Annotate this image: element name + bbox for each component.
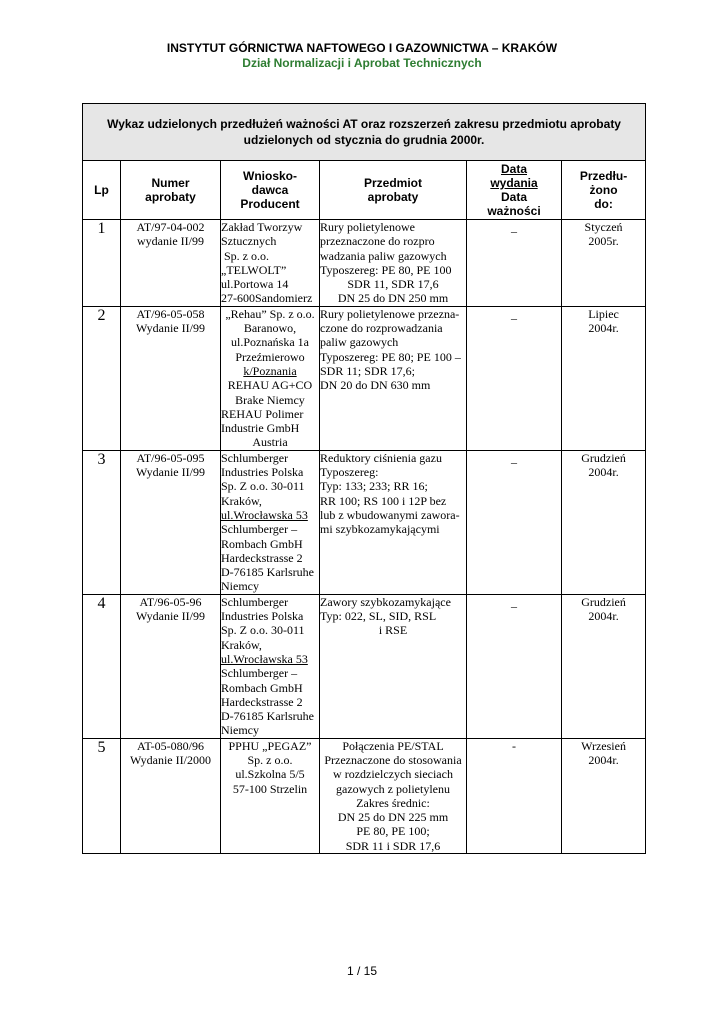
row-data: _ (467, 306, 562, 450)
header-przedluzono: Przedłu- żono do: (562, 161, 646, 220)
approvals-table (82, 103, 646, 854)
page-number: 1 / 15 (346, 964, 378, 978)
row-przedmiot: Zawory szybkozamykające Typ: 022, SL, SID, RSL i RSE (320, 594, 467, 738)
row-przedluzono: Lipiec 2004r. (562, 306, 646, 450)
row-numer: AT/97-04-002 wydanie II/99 (121, 220, 221, 307)
header-przedmiot: Przedmiot aprobaty (320, 161, 467, 220)
row-data: _ (467, 220, 562, 307)
row-przedluzono: Grudzień 2004r. (562, 450, 646, 594)
row-przedluzono: Grudzień 2004r. (562, 594, 646, 738)
row-numer: AT-05-080/96 Wydanie II/2000 (121, 738, 221, 853)
table-row (83, 450, 646, 594)
header-data: Data wydania Data ważności (467, 161, 562, 220)
row-lp: 5 (83, 738, 121, 853)
row-wnioskodawca: PPHU „PEGAZ” Sp. z o.o. ul.Szkolna 5/5 57-100 Strzelin (221, 738, 320, 853)
department-name: Dział Normalizacji i Aprobat Technicznych (242, 56, 482, 70)
table-row (83, 594, 646, 738)
table-caption (83, 104, 646, 161)
row-numer: AT/96-05-095 Wydanie II/99 (121, 450, 221, 594)
caption-line-2: udzielonych od stycznia do grudnia 2000r. (243, 133, 485, 147)
institute-name: INSTYTUT GÓRNICTWA NAFTOWEGO I GAZOWNICTWA – KRAKÓW (166, 41, 558, 55)
row-przedmiot: Rury polietylenowe przeznaczone do rozpro wadzania paliw gazowych Typoszereg: PE 80, PE 100 SDR 11, SDR 17,6 DN 25 do DN 250 mm (320, 220, 467, 307)
table-row (83, 220, 646, 307)
row-przedmiot: Połączenia PE/STAL Przeznaczone do stosowania w rozdzielczych sieciach gazowych z polietylenu Zakres średnic: DN 25 do DN 225 mm PE 80, PE 100; SDR 11 i SDR 17,6 (320, 738, 467, 853)
row-przedluzono: Wrzesień 2004r. (562, 738, 646, 853)
row-przedmiot: Rury polietylenowe przezna- czone do rozprowadzania paliw gazowych Typoszereg: PE 80; PE 100 – SDR 11; SDR 17,6; DN 20 do DN 630 mm (320, 306, 467, 450)
row-wnioskodawca: Schlumberger Industries Polska Sp. Z o.o. 30-011 Kraków, ul.Wrocławska 53 Schlumberger – Rombach GmbH Hardeckstrasse 2 D-76185 Karlsruhe Niemcy (221, 450, 320, 594)
header-wnioskodawca: Wniosko- dawca Producent (221, 161, 320, 220)
row-lp: 3 (83, 450, 121, 594)
header-lp: Lp (83, 161, 121, 220)
header-numer: Numer aprobaty (121, 161, 221, 220)
row-przedluzono: Styczeń 2005r. (562, 220, 646, 307)
row-wnioskodawca: „Rehau” Sp. z o.o. Baranowo, ul.Poznańska 1a Przeźmierowo k/Poznania REHAU AG+CO Brake Niemcy REHAU Polimer Industrie GmbH Austria (221, 306, 320, 450)
row-numer: AT/96-05-96 Wydanie II/99 (121, 594, 221, 738)
caption-line-1: Wykaz udzielonych przedłużeń ważności AT oraz rozszerzeń zakresu przedmiotu aprobaty (107, 117, 621, 131)
table-row (83, 306, 646, 450)
row-data: - (467, 738, 562, 853)
row-data: _ (467, 594, 562, 738)
row-numer: AT/96-05-058 Wydanie II/99 (121, 306, 221, 450)
row-wnioskodawca: Schlumberger Industries Polska Sp. Z o.o. 30-011 Kraków, ul.Wrocławska 53 Schlumberger – Rombach GmbH Hardeckstrasse 2 D-76185 Karlsruhe Niemcy (221, 594, 320, 738)
row-lp: 4 (83, 594, 121, 738)
row-lp: 1 (83, 220, 121, 307)
row-data: _ (467, 450, 562, 594)
document-header (0, 41, 724, 71)
row-wnioskodawca: Zakład Tworzyw Sztucznych Sp. z o.o. „TELWOLT” ul.Portowa 14 27-600Sandomierz (221, 220, 320, 307)
row-przedmiot: Reduktory ciśnienia gazu Typoszereg: Typ: 133; 233; RR 16; RR 100; RS 100 i 12P bez lub z wbudowanymi zawora- mi szybkozamykającymi (320, 450, 467, 594)
table-row (83, 738, 646, 853)
column-headers (83, 161, 646, 220)
row-lp: 2 (83, 306, 121, 450)
